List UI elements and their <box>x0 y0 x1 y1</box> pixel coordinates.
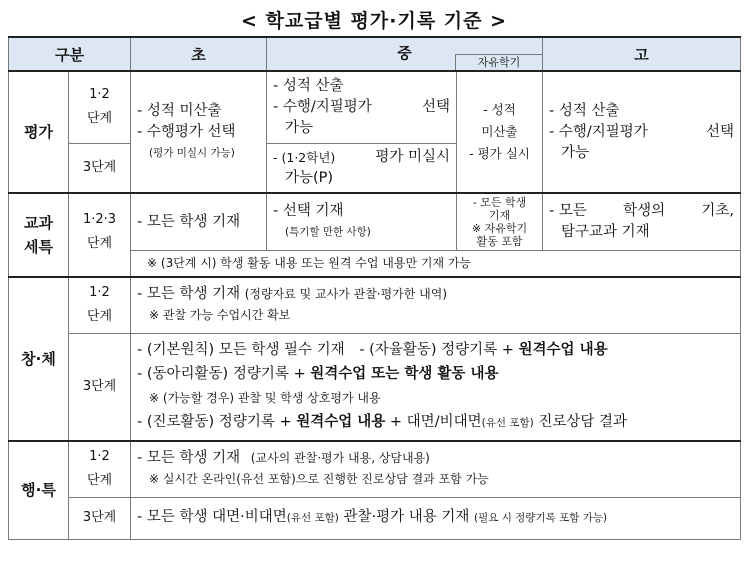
category-evaluation: 평가 <box>9 71 69 193</box>
creative-s12-line1 <box>137 284 734 305</box>
creative-s3-line2b: 원격수업 또는 학생 활동 내용 <box>310 366 499 383</box>
behavior-s12-line1-main: - 모든 학생 기재 <box>137 450 241 467</box>
evaluation-middle-bottom-prefix: - (1·2학년) <box>273 149 336 165</box>
creative-s12-line1-note: (정량자료 및 교사가 관찰·평가한 내역) <box>244 287 448 302</box>
evaluation-free-line3: - 평가 실시 <box>469 146 530 161</box>
subject-free-semester-cell <box>457 193 543 251</box>
creative-s3-line4 <box>137 410 734 435</box>
behavior-row-1 <box>9 441 741 497</box>
subject-free-note1: ※ 자유학기 <box>471 222 528 235</box>
stage-12: 1·2 단계 <box>69 71 131 143</box>
creative-stage12-cell <box>131 277 741 333</box>
subject-free-line2: 기재 <box>488 209 511 222</box>
subject-middle-note: (특기할 만한 사항) <box>285 226 371 238</box>
category-behavior: 행·특 <box>9 441 69 539</box>
subject-high-line2: 탐구교과 기재 <box>561 224 650 240</box>
subject-high-line1c: 기초, <box>701 203 734 219</box>
header-high: 고 <box>543 37 741 71</box>
creative-s3-line4c: + 대면/비대면 <box>389 414 482 431</box>
evaluation-middle-line3: 가능 <box>285 119 314 136</box>
creative-s3-line4e: 진로상담 결과 <box>538 414 627 431</box>
evaluation-elementary-line1: - 성적 미산출 <box>137 102 222 119</box>
evaluation-free-semester-cell <box>457 71 543 193</box>
creative-row-1 <box>9 277 741 333</box>
creative-s3-line1c: 원격수업 내용 <box>518 342 608 359</box>
creative-s3-line4d: (유선 포함) <box>481 417 534 430</box>
behavior-row-2 <box>9 497 741 539</box>
header-middle: 중 <box>397 44 412 62</box>
creative-s3-line4a: - (진로활동) 정량기록 + <box>137 414 292 431</box>
behavior-stage3-cell <box>131 497 741 539</box>
subject-elementary-cell: - 모든 학생 기재 <box>131 193 267 251</box>
evaluation-elementary-note: (평가 미실시 가능) <box>149 146 235 159</box>
evaluation-free-line2: 미산출 <box>481 124 518 139</box>
subject-middle-cell <box>267 193 457 251</box>
page-title: < 학교급별 평가·기록 기준 > <box>240 10 508 32</box>
creative-stage-12: 1·2 단계 <box>69 277 131 333</box>
evaluation-middle-top-cell <box>267 71 457 143</box>
subject-high-cell <box>543 193 741 251</box>
stage-3: 3단계 <box>69 143 131 193</box>
behavior-s3-line1d: (필요 시 정량기록 포함 가능) <box>473 512 608 524</box>
creative-s3-line3: ※ (가능할 경우) 관찰 및 학생 상호평가 내용 <box>149 391 381 406</box>
evaluation-criteria-table <box>8 36 741 540</box>
creative-stage-3: 3단계 <box>69 333 131 441</box>
behavior-s12-line1 <box>137 448 734 469</box>
header-category: 구분 <box>9 37 131 71</box>
evaluation-elementary-line2: - 수행평가 선택 <box>137 123 236 140</box>
evaluation-free-line1: - 성적 <box>483 102 516 117</box>
evaluation-middle-bottom-cell <box>267 143 457 193</box>
evaluation-high-line2 <box>549 122 734 143</box>
category-subject: 교과 세특 <box>9 193 69 277</box>
evaluation-middle-bottom-line2: 가능(P) <box>285 169 334 186</box>
stage-123: 1·2·3 단계 <box>69 193 131 277</box>
behavior-s3-line1c: 관찰·평가 내용 기재 <box>343 509 470 525</box>
evaluation-middle-line2a: - 수행/지필평가 <box>273 98 372 115</box>
behavior-stage-3: 3단계 <box>69 497 131 539</box>
subject-free-line1: - 모든 학생 <box>472 196 527 209</box>
evaluation-middle-line2 <box>273 97 450 118</box>
subject-free-note2: 활동 포함 <box>476 235 523 248</box>
evaluation-row-1 <box>9 71 741 143</box>
category-creative: 창·체 <box>9 277 69 441</box>
creative-s3-line1b: - (자율활동) 정량기록 + <box>359 342 514 359</box>
subject-high-line1 <box>549 201 734 222</box>
subject-row-1 <box>9 193 741 251</box>
evaluation-middle-line1: - 성적 산출 <box>273 77 344 94</box>
evaluation-elementary-cell <box>131 71 267 193</box>
behavior-s12-line2: ※ 실시간 온라인(유선 포함)으로 진행한 진로상담 결과 포함 가능 <box>149 472 489 487</box>
creative-s3-line2a: - (동아리활동) 정량기록 + <box>137 366 306 383</box>
header-middle-cell <box>267 37 543 71</box>
evaluation-high-line2b: 선택 <box>706 123 735 140</box>
creative-s3-line1a: - (기본원칙) 모든 학생 필수 기재 <box>137 342 345 359</box>
behavior-stage12-cell <box>131 441 741 497</box>
creative-row-2 <box>9 333 741 441</box>
evaluation-high-line1: - 성적 산출 <box>549 102 620 119</box>
creative-s3-line4b: 원격수업 내용 <box>296 414 386 431</box>
behavior-s12-line1-note: (교사의 관찰·평가 내용, 상담내용) <box>250 451 430 466</box>
evaluation-middle-bottom-rest: 평가 미실시 <box>375 148 451 165</box>
creative-s3-line1 <box>137 338 734 362</box>
subject-high-line1b: 학생의 <box>623 203 666 219</box>
header-elementary: 초 <box>131 37 267 71</box>
subject-footnote: ※ (3단계 시) 학생 활동 내용 또는 원격 수업 내용만 기재 가능 <box>131 251 741 278</box>
creative-stage3-cell <box>131 333 741 441</box>
evaluation-middle-bottom-line1 <box>273 147 450 168</box>
creative-s12-line2: ※ 관찰 가능 수업시간 확보 <box>149 308 291 323</box>
evaluation-middle-line2b: 선택 <box>422 98 451 115</box>
behavior-s3-line1a: - 모든 학생 대면·비대면 <box>137 509 287 525</box>
evaluation-high-cell <box>543 71 741 193</box>
header-row <box>9 37 741 71</box>
behavior-s3-line1b: (유선 포함) <box>286 512 339 524</box>
header-free-semester: 자유학기 <box>455 54 543 70</box>
behavior-stage-12: 1·2 단계 <box>69 441 131 497</box>
creative-s12-line1-main: - 모든 학생 기재 <box>137 286 241 303</box>
subject-high-line1a: - 모든 <box>549 203 587 219</box>
creative-s3-line2 <box>137 362 734 386</box>
subject-middle-line1: - 선택 기재 <box>273 203 344 219</box>
evaluation-high-line3: 가능 <box>561 144 590 161</box>
evaluation-high-line2a: - 수행/지필평가 <box>549 123 648 140</box>
